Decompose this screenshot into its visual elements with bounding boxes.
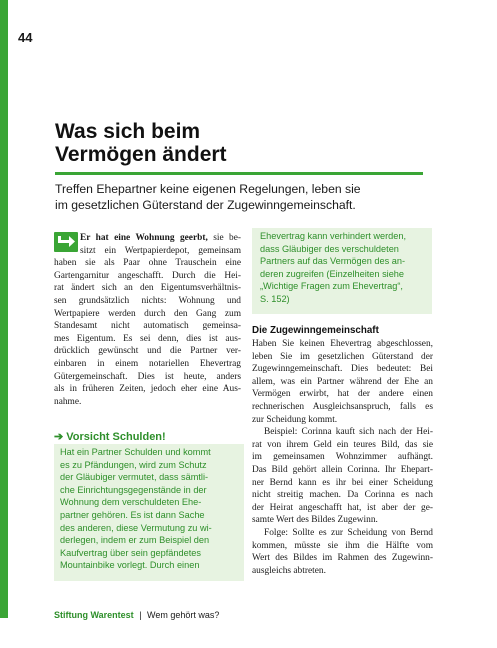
chapter-intro — [55, 181, 435, 213]
right-line-9: im gemeinsamen Wohnzimmer aufhängt. — [252, 452, 433, 463]
warning-line-2: der Gläubiger vermutet, dass sämtli- — [60, 472, 209, 483]
intro-line-2: im gesetzlichen Güterstand der Zugewinngemeinschaft. — [55, 198, 356, 212]
lead-bold-text: Er hat eine Wohnung geerbt, — [80, 233, 208, 243]
intro-line-1: Treffen Ehepartner keine eigenen Regelungen, leben sie — [55, 182, 361, 196]
left-line-9: drücklich gewünscht und die Partner ver- — [54, 346, 241, 357]
right-line-16: kommen, müsste sie ihm die Hälfte vom — [252, 540, 433, 551]
left-column-body — [54, 232, 241, 408]
warning-continuation-text — [260, 230, 428, 306]
left-line-13: nahme. — [54, 396, 82, 407]
continuation-line-1: dass Gläubiger des verschuldeten — [260, 243, 399, 254]
section-heading: Die Zugewinngemeinschaft — [252, 325, 379, 336]
warning-line-6: des anderen, diese Vermutung zu wi- — [60, 522, 212, 533]
warning-line-4: Wohnung dem verschuldeten Ehe- — [60, 497, 202, 508]
right-line-3: allem, was ein Partner während der Ehe an — [252, 376, 433, 387]
left-line-8: mes Eigentum. Es sei denn, dies ist aus- — [54, 333, 241, 344]
right-line-6: zur Scheidung kommt. — [252, 414, 338, 425]
right-line-15: Folge: Sollte es zur Scheidung von Bernd — [264, 527, 433, 538]
continuation-line-2: Partners auf das Vermögen des an- — [260, 256, 406, 267]
chapter-title — [55, 120, 435, 166]
right-line-4: Vermögen erwirbt, hat der andere einen — [252, 389, 433, 400]
left-line-5: sen grundsätzlich nichts: Wohnung und — [54, 295, 241, 306]
chapter-title-line-2: Vermögen ändert — [55, 143, 227, 166]
page-number: 44 — [18, 30, 33, 45]
right-line-2: Zugewinngemeinschaft. Dies bedeutet: Bei — [252, 364, 433, 375]
right-line-18: ausgleichs abtreten. — [252, 565, 326, 576]
right-line-13: der Heirat angeschafft hat, ist aber der ge- — [252, 502, 433, 513]
left-line-7: Standesamt nicht automatisch gemeinsa- — [54, 321, 241, 332]
warning-line-0: Hat ein Partner Schulden und kommt — [60, 447, 211, 457]
right-line-1: leben Sie im gesetzlichen Güterstand der — [252, 351, 433, 362]
continuation-line-3: deren zugreifen (Einzelheiten siehe — [260, 268, 405, 279]
continuation-line-5: S. 152) — [260, 293, 290, 304]
chapter-title-line-1: Was sich beim — [55, 120, 201, 143]
right-line-17: Wert des Bildes im Rahmen des Zugewinn- — [252, 553, 433, 564]
right-line-11: ner Bernd kann es ihr bei einer Scheidung — [252, 477, 433, 488]
right-line-0: Haben Sie keinen Ehevertrag abgeschlossen, — [252, 339, 433, 349]
warning-line-7: derlegen, indem er zum Beispiel den — [60, 535, 210, 546]
left-line-4: rat ändert sich an den Eigentumsverhältnis- — [54, 283, 241, 294]
left-line-0 — [54, 232, 241, 245]
left-line-6: Wertpapiere werden durch den Gang zum — [54, 308, 241, 319]
page-footer — [54, 610, 219, 620]
warning-line-3: che Einrichtungsgegenstände in der — [60, 484, 207, 495]
right-line-7: Beispiel: Corinna kauft sich nach der Hei- — [264, 427, 433, 438]
warning-line-9: Mountainbike vorlegt. Durch einen — [60, 560, 200, 571]
footer-separator: | — [139, 610, 142, 620]
left-line-11: Gütergemeinschaft. Dies ist heute, anders — [54, 371, 241, 382]
left-line-3: Gartengarnitur angeschafft. Durch die Hei- — [54, 270, 241, 281]
footer-book-title: Wem gehört was? — [147, 610, 220, 620]
continuation-line-0: Ehevertrag kann verhindert werden, — [260, 231, 407, 241]
warning-line-1: es zu Pfändungen, wird zum Schutz — [60, 459, 207, 470]
left-line-12: als in früheren Zeiten, jedoch eher eine Aus- — [54, 384, 241, 395]
footer-brand: Stiftung Warentest — [54, 610, 134, 620]
warning-heading: ➔ Vorsicht Schulden! — [54, 431, 166, 443]
lead-rest-text: sie be- — [207, 233, 241, 243]
right-line-5: rechnerischen Ausgleichsanspruch, falls es — [252, 401, 433, 412]
warning-line-5: partner gehören. Es ist dann Sache — [60, 509, 205, 520]
right-line-8: rat von ihrem Geld ein teures Bild, das sie — [252, 439, 433, 450]
title-rule — [55, 172, 423, 175]
warning-text — [60, 446, 240, 572]
page-accent-bar — [0, 0, 8, 618]
right-column-body — [252, 338, 433, 577]
warning-line-8: Kaufvertrag über sein gepfändetes — [60, 547, 201, 558]
right-line-10: Das Bild gehört allein Corinna. Ihr Ehepart- — [252, 464, 433, 475]
left-line-2: haben sie als Paar ohne Trauschein eine — [54, 258, 241, 269]
left-line-10: einbaren in einem notariellen Ehevertrag — [54, 358, 241, 369]
right-line-14: samte Wert des Bildes Zugewinn. — [252, 515, 378, 526]
left-line-1: sitzt ein Wertpapierdepot, gemeinsam — [80, 245, 241, 256]
right-line-12: nicht streitig machen. Da Corinna es nach — [252, 490, 433, 501]
continuation-line-4: „Wichtige Fragen zum Ehevertrag“, — [260, 281, 403, 292]
